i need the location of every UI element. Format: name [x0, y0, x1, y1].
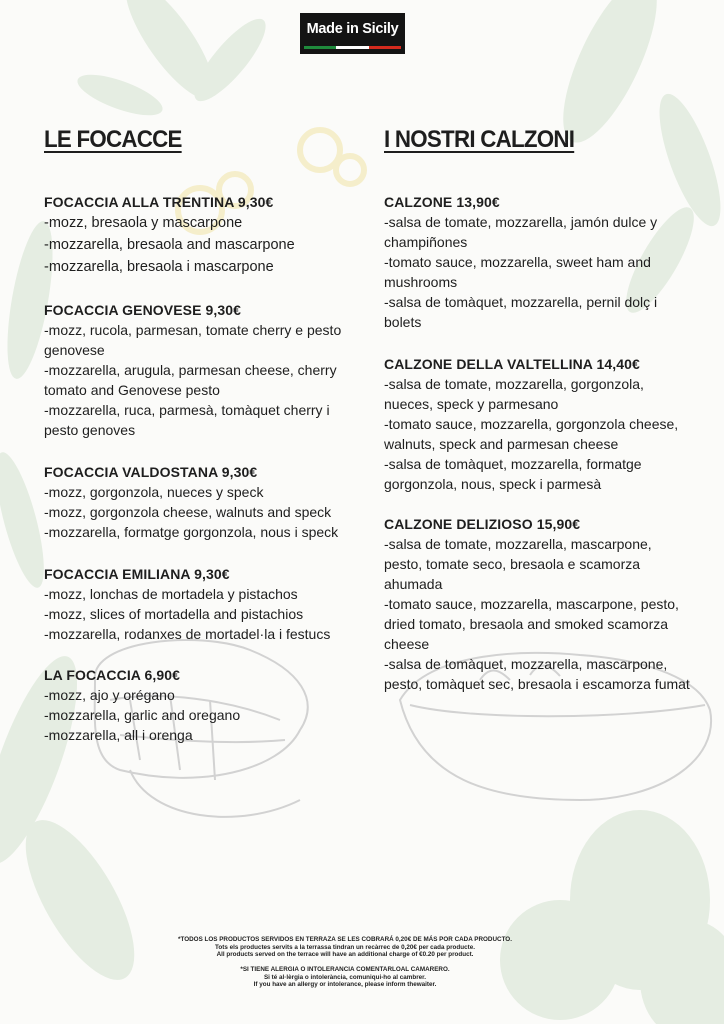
menu-item-line: gorgonzola, nous, speck i parmesà: [384, 476, 602, 492]
menu-item-line: -salsa de tomàquet, mozzarella, formatge: [384, 456, 642, 472]
menu-item-name: CALZONE DELIZIOSO 15,90€: [384, 516, 581, 532]
menu-item-name: FOCACCIA VALDOSTANA 9,30€: [44, 464, 258, 480]
menu-item-name: CALZONE 13,90€: [384, 194, 500, 210]
menu-item: [44, 665, 374, 745]
italian-flag-stripe: [304, 46, 401, 49]
menu-item-line: -mozzarella, ruca, parmesà, tomàquet cherry i: [44, 402, 330, 418]
menu-item-line: ahumada: [384, 576, 443, 592]
flag-white: [336, 46, 368, 49]
menu-item-line: walnuts, speck and parmesan cheese: [384, 436, 619, 452]
menu-item-line: -salsa de tomate, mozzarella, gorgonzola,: [384, 376, 644, 392]
menu-item-line: -mozz, lonchas de mortadela y pistachos: [44, 586, 298, 602]
menu-item-name: CALZONE DELLA VALTELLINA 14,40€: [384, 356, 640, 372]
flag-red: [369, 46, 401, 49]
allergy-note: [130, 966, 560, 989]
flag-green: [304, 46, 336, 49]
menu-item-name: LA FOCACCIA 6,90€: [44, 667, 181, 683]
menu-item-line: -salsa de tomàquet, mozzarella, pernil dolç i: [384, 294, 658, 310]
menu-item-line: -salsa de tomate, mozzarella, jamón dulce y: [384, 214, 658, 230]
menu-item-line: -mozzarella, formatge gorgonzola, nous i speck: [44, 524, 339, 540]
menu-item-line: pesto genoves: [44, 422, 136, 438]
terrace-surcharge-note: [130, 936, 560, 959]
menu-item: [384, 354, 719, 494]
menu-item-line: -mozz, gorgonzola cheese, walnuts and speck: [44, 504, 332, 520]
menu-item-line: cheese: [384, 636, 430, 652]
footer-line: Tots els productes servits a la terrassa tindran un recàrrec de 0,20€ per cada producte.: [215, 943, 475, 951]
footer-line: *TODOS LOS PRODUCTOS SERVIDOS EN TERRAZA SE LES COBRARÁ 0,20€ DE MÁS POR CADA PRODUCTO.: [178, 936, 512, 943]
menu-item: [384, 514, 719, 694]
menu-item-line: -mozzarella, garlic and oregano: [44, 707, 241, 723]
menu-item: [44, 462, 374, 542]
menu-item-line: pesto, tomàquet sec, bresaola i escamorza fumat: [384, 676, 690, 692]
menu-item-line: dried tomato, bresaola and smoked scamorza: [384, 616, 669, 632]
section-title-calzoni: I NOSTRI CALZONI: [384, 126, 575, 153]
menu-item-line: -tomato sauce, mozzarella, mascarpone, pesto,: [384, 596, 679, 612]
menu-item-line: -salsa de tomate, mozzarella, mascarpone,: [384, 536, 652, 552]
footer-line: Si té al·lèrgia o intolerància, comuniqui-ho al cambrer.: [263, 973, 426, 981]
menu-item-line: bolets: [384, 314, 422, 330]
menu-item-line: -tomato sauce, mozzarella, sweet ham and: [384, 254, 651, 270]
menu-item: [44, 564, 374, 644]
menu-item-line: genovese: [44, 342, 105, 358]
menu-item-line: -mozzarella, all i orenga: [44, 727, 193, 743]
menu-item-line: -salsa de tomàquet, mozzarella, mascarpone,: [384, 656, 668, 672]
menu-item-line: -mozz, gorgonzola, nueces y speck: [44, 484, 264, 500]
menu-item-line: -mozzarella, rodanxes de mortadel·la i festucs: [44, 626, 331, 642]
footer-line: All products served on the terrace will have an additional charge of €0.20 per product.: [216, 951, 474, 958]
menu-item-line: tomato and Genovese pesto: [44, 382, 220, 398]
menu-item-line: -mozzarella, bresaola i mascarpone: [44, 259, 274, 275]
menu-item-line: -mozz, slices of mortadella and pistachios: [44, 606, 304, 622]
footer-line: If you have an allergy or intolerance, please inform thewaiter.: [253, 981, 437, 988]
menu-item: [384, 192, 719, 332]
menu-item-line: nueces, speck y parmesano: [384, 396, 559, 412]
menu-item-name: FOCACCIA GENOVESE 9,30€: [44, 302, 242, 318]
menu-item: [44, 300, 374, 440]
calzoni-section: [384, 125, 719, 692]
menu-item-line: -mozz, bresaola y mascarpone: [44, 215, 243, 231]
menu-item-line: champiñones: [384, 234, 468, 250]
menu-item-line: -tomato sauce, mozzarella, gorgonzola cheese,: [384, 416, 679, 432]
menu-item-line: -mozz, ajo y orégano: [44, 687, 175, 703]
menu-item: [44, 192, 374, 278]
focacce-section: [44, 125, 364, 743]
menu-item-line: -mozzarella, arugula, parmesan cheese, cherry: [44, 362, 337, 378]
section-title-focacce: LE FOCACCE: [44, 126, 182, 153]
menu-item-line: pesto, tomate seco, bresaola e scamorza: [384, 556, 641, 572]
menu-item-name: FOCACCIA ALLA TRENTINA 9,30€: [44, 194, 274, 210]
menu-item-line: mushrooms: [384, 274, 458, 290]
logo-text: Made in Sicily: [306, 21, 399, 37]
menu-item-line: -mozz, rucola, parmesan, tomate cherry e pesto: [44, 322, 342, 338]
footer-line: *SI TIENE ALERGIA O INTOLERANCIA COMENTARLOAL CAMARERO.: [240, 966, 450, 973]
menu-item-line: -mozzarella, bresaola and mascarpone: [44, 237, 295, 253]
brand-logo: [300, 13, 405, 54]
menu-item-name: FOCACCIA EMILIANA 9,30€: [44, 566, 230, 582]
